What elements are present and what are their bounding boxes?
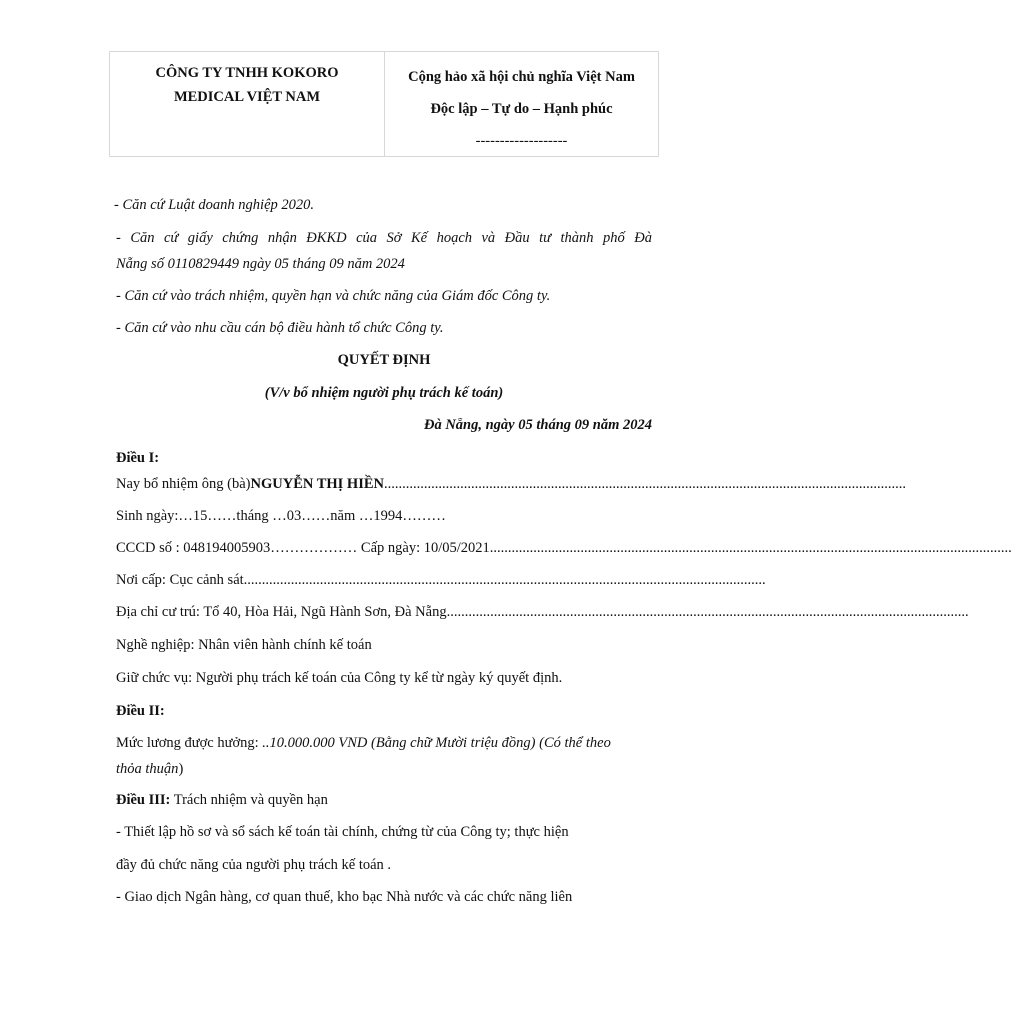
appointee-name: NGUYỄN THỊ HIỀN <box>250 476 384 492</box>
id-number: CCCD số : 048194005903……………… Cấp ngày: 10/05/2021 <box>116 540 490 556</box>
appoint-row <box>116 476 906 493</box>
salary-prefix: Mức lương được hưởng: <box>116 735 263 751</box>
article-3-heading-row <box>116 792 328 809</box>
id-row <box>116 540 1012 557</box>
salary-line2 <box>116 761 183 778</box>
salary-value: ..10.000.000 VND (Bằng chữ Mười triệu đồng) (Có thể theo <box>262 735 611 751</box>
article-3-title: Trách nhiệm và quyền hạn <box>170 792 328 808</box>
date-of-birth: Sinh ngày:…15……tháng …03……năm …1994……… <box>116 508 446 524</box>
basis-2-line2: Nẵng số 0110829449 ngày 05 tháng 09 năm 2024 <box>116 256 405 272</box>
national-title: Cộng hảo xã hội chủ nghĩa Việt Nam <box>408 69 635 85</box>
national-motto: Độc lập – Tự do – Hạnh phúc <box>430 101 613 117</box>
motto-divider: ------------------- <box>475 133 568 149</box>
company-name-line1: CÔNG TY TNHH KOKORO <box>155 65 339 81</box>
article-2-heading: Điều II: <box>116 703 165 719</box>
address-row <box>116 604 969 621</box>
basis-3: - Căn cứ vào trách nhiệm, quyền hạn và chức năng của Giám đốc Công ty. <box>116 288 551 304</box>
duty-1-line1: - Thiết lập hồ sơ và sổ sách kế toán tài chính, chứng từ của Công ty; thực hiện <box>116 824 569 840</box>
issued-by-row <box>116 572 766 589</box>
duty-2-line1: - Giao dịch Ngân hàng, cơ quan thuế, kho bạc Nhà nước và các chức năng liên <box>116 889 573 905</box>
motto-cell <box>385 52 658 156</box>
dot-leader: ................................................................................................................................................ <box>446 604 969 620</box>
header-table <box>109 51 659 157</box>
company-name-line2: MEDICAL VIỆT NAM <box>173 89 321 105</box>
issued-by: Nơi cấp: Cục cảnh sát <box>116 572 244 588</box>
appoint-prefix: Nay bổ nhiệm ông (bà) <box>116 476 251 492</box>
place-date: Đà Nẵng, ngày 05 tháng 09 năm 2024 <box>423 417 652 433</box>
basis-4: - Căn cứ vào nhu cầu cán bộ điều hành tổ chức Công ty. <box>116 320 444 336</box>
salary-close-paren: ) <box>178 761 184 777</box>
article-3-heading: Điều III: <box>116 792 171 808</box>
dot-leader: ................................................................................................................................................ <box>489 540 1012 556</box>
dot-leader: ................................................................................................................................................ <box>383 476 906 492</box>
decision-subtitle: (V/v bổ nhiệm người phụ trách kế toán) <box>264 385 504 401</box>
basis-1: - Căn cứ Luật doanh nghiệp 2020. <box>114 197 315 213</box>
decision-title: QUYẾT ĐỊNH <box>337 352 431 368</box>
salary-negotiable: thỏa thuận <box>116 761 179 777</box>
duty-1-line2: đầy đủ chức năng của người phụ trách kế toán . <box>116 857 392 873</box>
company-cell <box>110 52 385 156</box>
address: Địa chỉ cư trú: Tổ 40, Hòa Hải, Ngũ Hành Sơn, Đà Nẵng <box>116 604 447 620</box>
occupation: Nghề nghiệp: Nhân viên hành chính kế toán <box>116 637 372 653</box>
salary-line1 <box>116 735 611 752</box>
position: Giữ chức vụ: Người phụ trách kế toán của Công ty kể từ ngày ký quyết định. <box>116 670 563 686</box>
basis-2-line1: - Căn cứ giấy chứng nhận ĐKKD của Sở Kế hoạch và Đầu tư thành phố Đà <box>116 230 652 246</box>
article-1-heading: Điều I: <box>116 450 160 466</box>
dot-leader: ................................................................................................................................................ <box>243 572 766 588</box>
